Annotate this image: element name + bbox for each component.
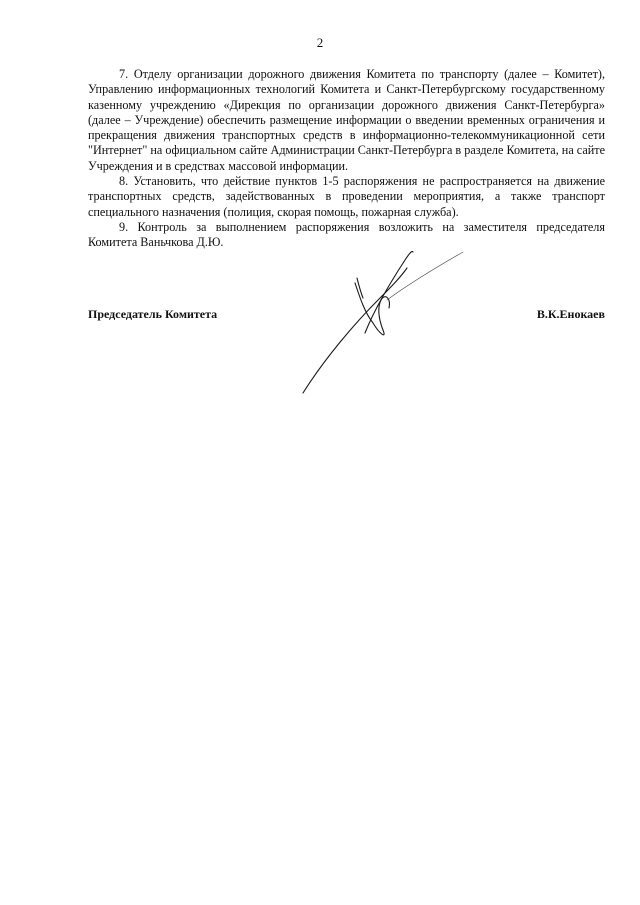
page-number: 2: [316, 35, 324, 50]
paragraph-8: 8. Установить, что действие пунктов 1-5 распоряжения не распространяется на движение транспортных средств, задействованных в проведении мероприятия, а также транспорт специального назначения (полиция, скорая помощь, пожарная служба).: [88, 174, 605, 219]
document-body: [88, 67, 605, 251]
paragraph-9: 9. Контроль за выполнением распоряжения возложить на заместителя председателя Комитета Ваньчкова Д.Ю.: [88, 219, 605, 250]
signature-stroke-tick: [357, 278, 363, 298]
paragraph-7: 7. Отделу организации дорожного движения Комитета по транспорту (далее – Комитет), Управлению информационных технологий Комитета и Санкт-Петербургскому государственному казенному учреждению «Дирекция по организации дорожного движения Санкт-Петербурга» (далее – Учреждение) обеспечить размещение информации о введении временных ограничения и прекращения движения транспортных средств в информационно-телекоммуникационной сети "Интернет" на официальном сайте Администрации Санкт-Петербурга в разделе Комитета, на сайте Учреждения и в средствах массовой информации.: [88, 67, 606, 173]
signer-name: В.К.Енокаев: [536, 307, 605, 321]
signer-title: Председатель Комитета: [88, 307, 218, 321]
signature-stroke-main: [303, 268, 407, 393]
signature-stroke-hook: [365, 251, 413, 333]
handwritten-signature: [295, 238, 480, 398]
signature-stroke-sweep: [387, 252, 463, 300]
